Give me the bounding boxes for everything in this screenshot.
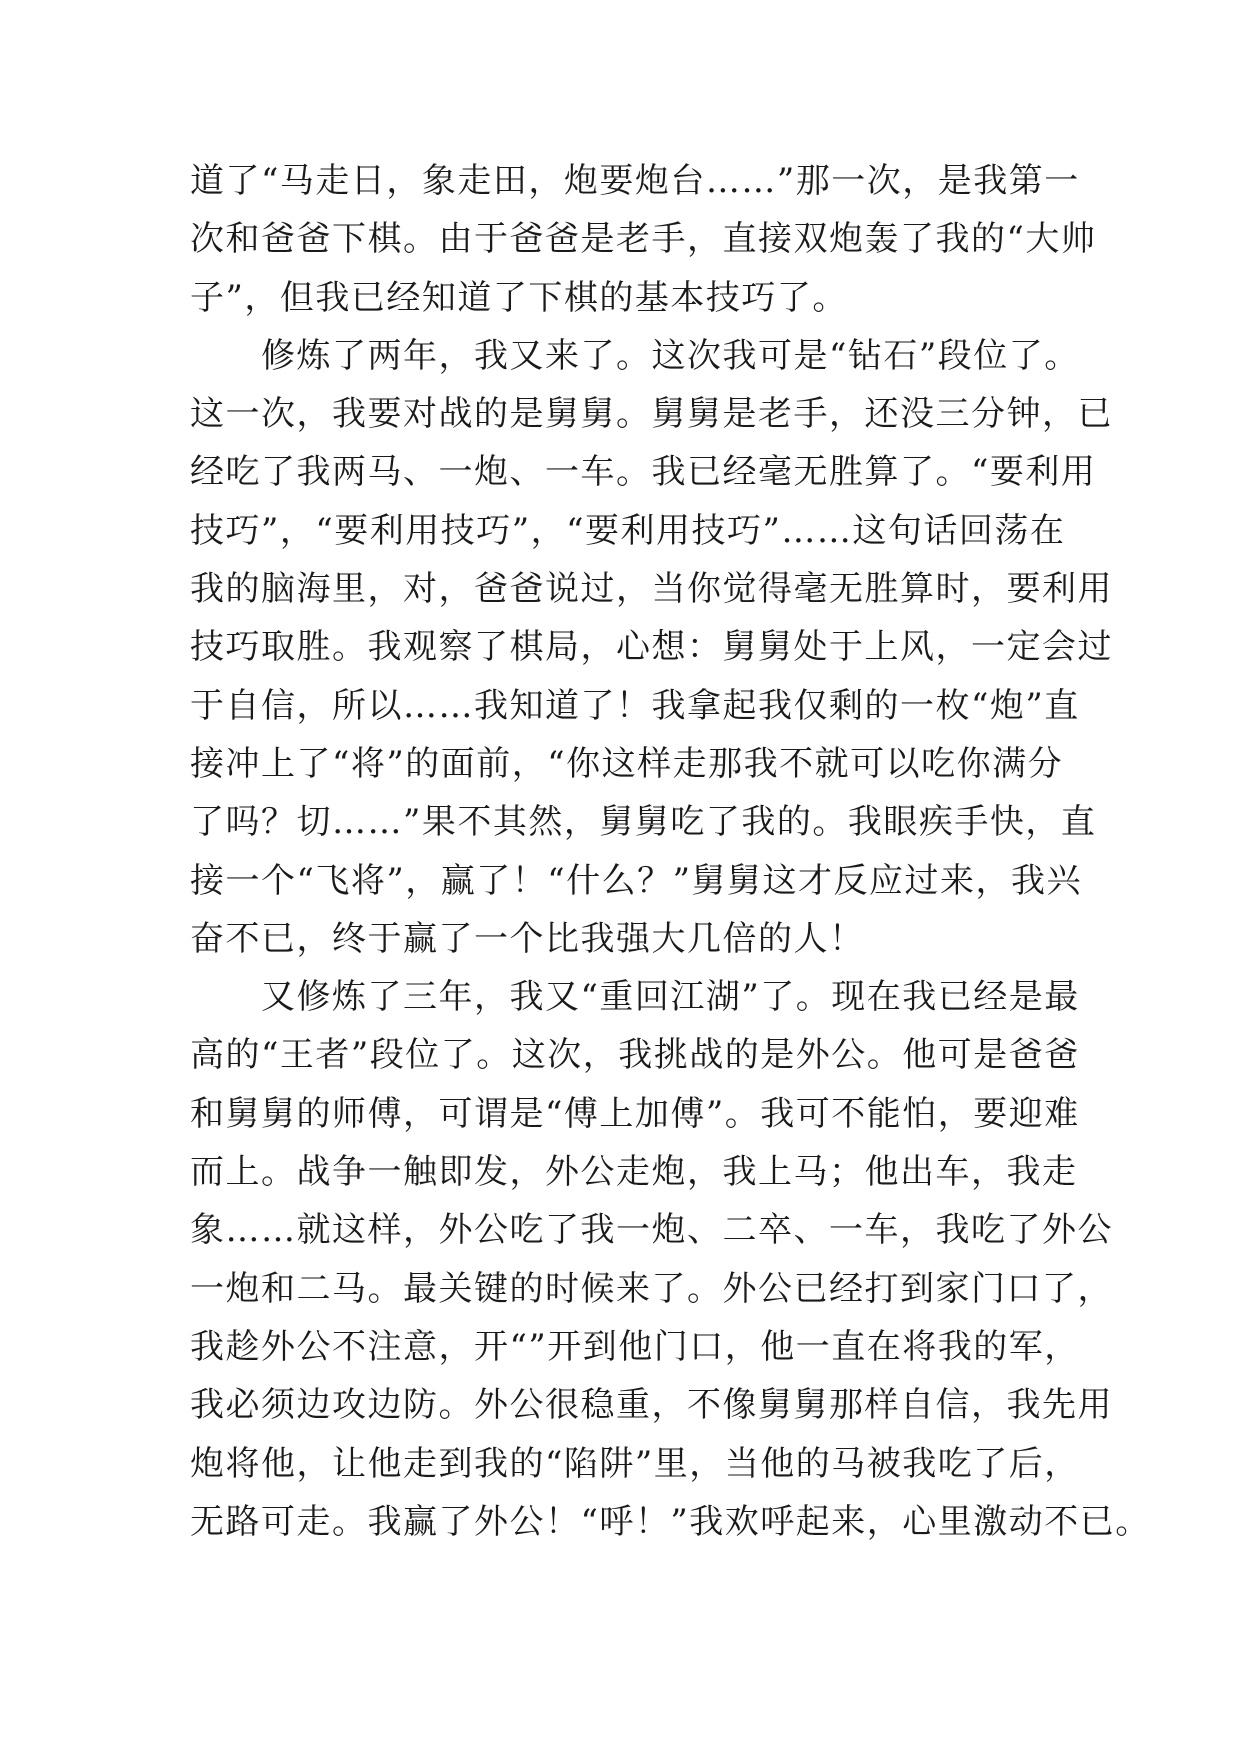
text-line: 我趁外公不注意，开“”开到他门口，他一直在将我的军， [190, 1326, 1080, 1367]
text-line: 奋不已，终于赢了一个比我强大几倍的人！ [190, 918, 865, 959]
text-line: 我必须边攻边防。外公很稳重，不像舅舅那样自信，我先用 [190, 1385, 1113, 1426]
text-line: 修炼了两年，我又来了。这次我可是“钻石”段位了。 [190, 335, 1080, 376]
text-line: 又修炼了三年，我又“重回江湖”了。现在我已经是最 [190, 977, 1080, 1018]
text-line: 一炮和二马。最关键的时候来了。外公已经打到家门口了， [190, 1268, 1113, 1309]
body-text [190, 152, 1151, 1551]
text-line: 技巧取胜。我观察了棋局，心想：舅舅处于上风，一定会过 [190, 627, 1113, 668]
text-line: 高的“王者”段位了。这次，我挑战的是外公。他可是爸爸 [190, 1035, 1080, 1076]
text-line: 而上。战争一触即发，外公走炮，我上马；他出车，我走 [190, 1152, 1078, 1193]
text-line: 炮将他，让他走到我的“陷阱”里，当他的马被我吃了后， [190, 1443, 1080, 1484]
text-line: 于自信，所以……我知道了！我拿起我仅剩的一枚“炮”直 [190, 685, 1080, 726]
text-line: 我的脑海里，对，爸爸说过，当你觉得毫无胜算时，要利用 [190, 569, 1113, 610]
text-line: 技巧”，“要利用技巧”，“要利用技巧”……这句话回荡在 [190, 510, 1066, 551]
text-line: 象……就这样，外公吃了我一炮、二卒、一车，我吃了外公 [190, 1210, 1113, 1251]
text-line: 了吗？切……”果不其然，舅舅吃了我的。我眼疾手快，直 [190, 802, 1097, 843]
text-line: 道了“马走日，象走田，炮要炮台……”那一次，是我第一 [190, 161, 1080, 201]
text-line: 子”，但我已经知道了下棋的基本技巧了。 [190, 277, 848, 318]
text-line: 接一个“飞将”，赢了！“什么？”舅舅这才反应过来，我兴 [190, 860, 1083, 901]
text-line: 无路可走。我赢了外公！“呼！”我欢呼起来，心里激动不已。 [190, 1501, 1151, 1542]
text-line: 经吃了我两马、一炮、一车。我已经毫无胜算了。“要利用 [190, 452, 1097, 493]
text-line: 和舅舅的师傅，可谓是“傅上加傅”。我可不能怕，要迎难 [190, 1093, 1080, 1134]
text-line: 这一次，我要对战的是舅舅。舅舅是老手，还没三分钟，已 [190, 394, 1113, 435]
text-line: 次和爸爸下棋。由于爸爸是老手，直接双炮轰了我的“大帅 [190, 219, 1097, 260]
text-line: 接冲上了“将”的面前，“你这样走那我不就可以吃你满分 [190, 743, 1064, 784]
